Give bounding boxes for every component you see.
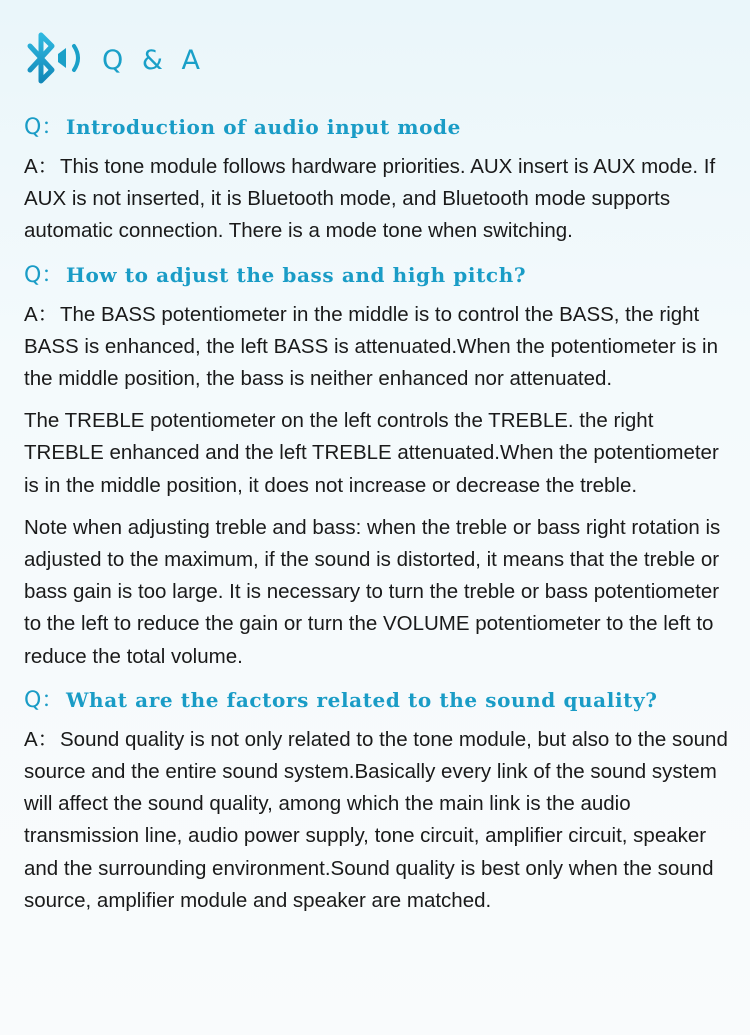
answer-paragraph xyxy=(24,151,728,248)
question xyxy=(24,683,728,714)
question xyxy=(24,110,728,141)
bluetooth-sound-icon xyxy=(22,28,92,92)
question-prefix: Q： xyxy=(24,687,64,713)
header xyxy=(22,28,205,92)
answer-text: This tone module follows hardware priorities. AUX insert is AUX mode. If AUX is not inserted, it is Bluetooth mode, and Bluetooth mode supports automatic connection. There is a mode tone when switching. xyxy=(24,155,716,243)
answer-text: Sound quality is not only related to the tone module, but also to the sound source and the entire sound system.Basically every link of the sound system will affect the sound quality, among which the main link is the audio transmission line, audio power supply, tone circuit, amplifier circuit, speaker and the surrounding environment.Sound quality is best only when the sound source, amplifier module and speaker are matched. xyxy=(24,727,728,912)
answer-paragraph xyxy=(24,724,728,917)
qa-item xyxy=(24,258,728,673)
question-text: How to adjust the bass and high pitch? xyxy=(66,262,527,287)
page-title: Q & A xyxy=(102,44,205,76)
question-text: What are the factors related to the sound quality? xyxy=(66,687,658,712)
answer-paragraph: The TREBLE potentiometer on the left controls the TREBLE. the right TREBLE enhanced and the left TREBLE attenuated.When the potentiometer is in the middle position, it does not increase or decrease the treble. xyxy=(24,409,719,497)
answer-prefix: A： xyxy=(24,155,59,178)
qa-item xyxy=(24,110,728,248)
answer-prefix: A： xyxy=(24,727,59,751)
qa-item xyxy=(24,683,728,917)
answer-prefix: A： xyxy=(24,302,59,326)
question-prefix: Q： xyxy=(24,262,64,288)
question-text: Introduction of audio input mode xyxy=(66,115,461,139)
answer-paragraph xyxy=(24,299,728,396)
answer-paragraph: Note when adjusting treble and bass: when the treble or bass right rotation is adjusted to the maximum, if the sound is distorted, it means that the treble or bass gain is too large. It is necessary to turn the treble or bass potentiometer to the left to reduce the gain or turn the VOLUME potentiometer to the left to reduce the total volume. xyxy=(24,515,721,668)
answer-text: The BASS potentiometer in the middle is to control the BASS, the right BASS is enhanced, the left BASS is attenuated.When the potentiometer is in the middle position, the bass is neither enhanced nor attenuated. xyxy=(24,302,718,391)
question-prefix: Q： xyxy=(24,115,64,140)
qa-content xyxy=(24,110,728,927)
question xyxy=(24,258,728,289)
